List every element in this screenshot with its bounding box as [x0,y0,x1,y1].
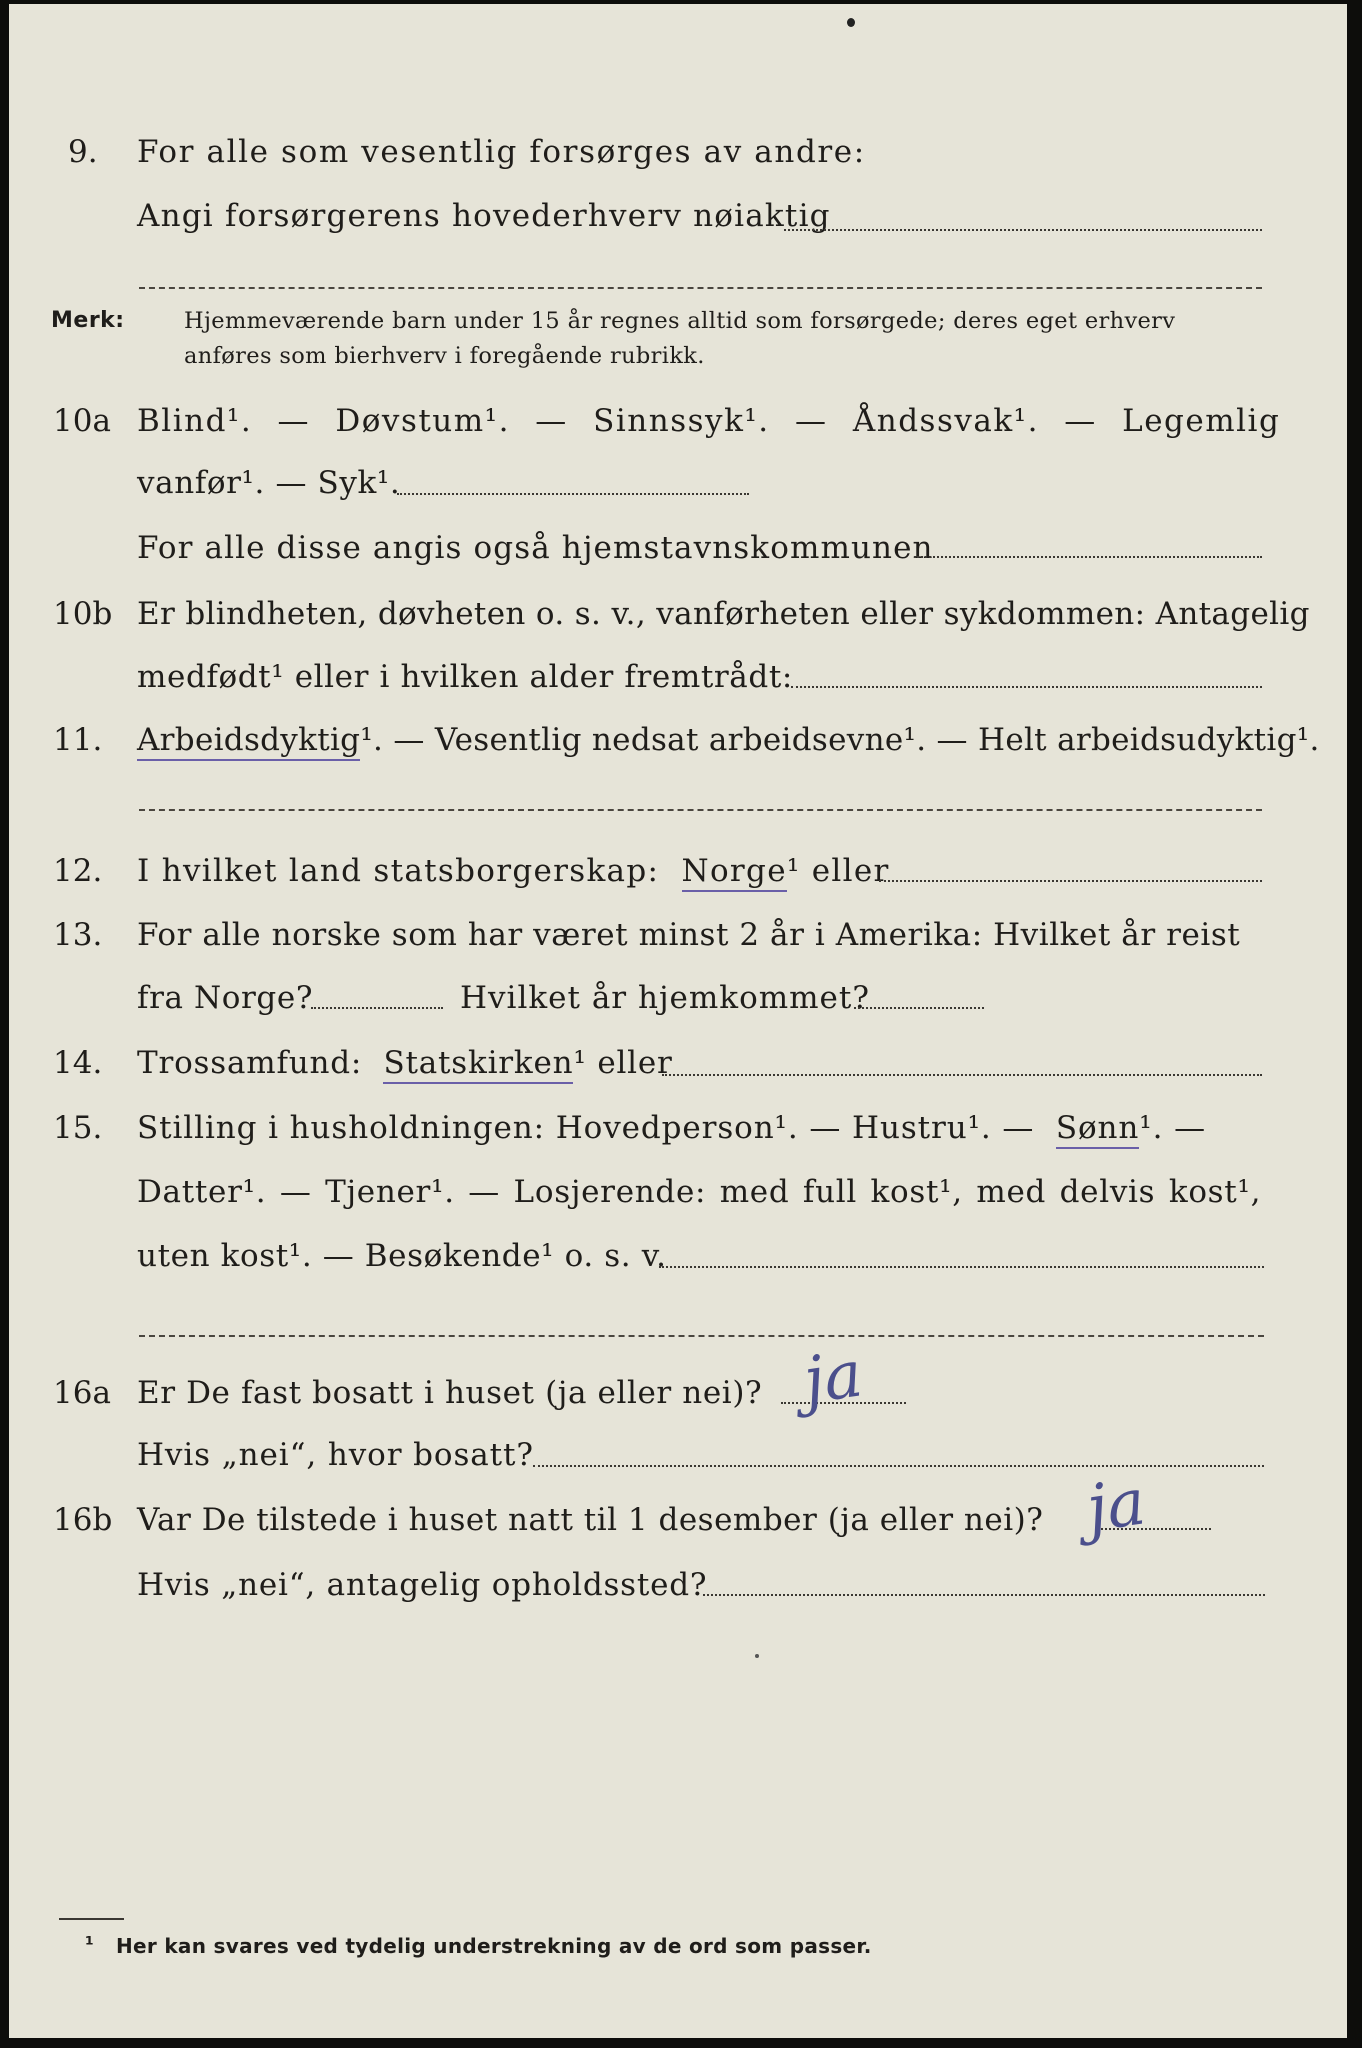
q16a-line2: Hvis „nei“, hvor bosatt? [137,1437,534,1473]
q11-arbeidsdyktig-underlined: Arbeidsdyktig [137,722,360,761]
q13-line2a: fra Norge? [137,980,314,1016]
census-form-page [9,4,1347,2038]
q14-answer-line [662,1074,1262,1076]
q12-line [137,853,890,889]
q12-text: I hvilket land statsborgerskap: [137,853,660,889]
q16a-number: 16a [53,1375,111,1411]
q9-answer-line [784,229,1262,231]
q10a-line3: For alle disse angis også hjemstavnskommunen [137,530,934,566]
separator-3 [139,1335,1264,1337]
q15-line1a: Stilling i husholdningen: Hovedperson¹. — Hustru¹. — [137,1110,1035,1146]
q14-text: Trossamfund: [137,1045,363,1081]
q13-line1: For alle norske som har været minst 2 år i Amerika: Hvilket år reist [137,917,1241,953]
q9-number: 9. [68,134,98,170]
q12-answer-line [879,880,1262,882]
q10b-number: 10b [53,596,113,632]
q13-number: 13. [53,917,103,953]
q13-line2b: Hvilket år hjemkommet? [460,980,870,1016]
ink-mark [847,18,855,27]
q16b-opholdssted-line [703,1594,1265,1596]
q16a-handwritten-answer: ja [799,1337,867,1419]
footnote-rule [59,1918,124,1920]
q11-line [137,722,1320,758]
q15-answer-line [659,1266,1264,1268]
q9-line2: Angi forsørgerens hovederhverv nøiaktig [137,198,831,234]
q10a-syk-line [397,493,749,495]
q14-number: 14. [53,1045,103,1081]
q11-number: 11. [53,722,103,758]
separator-1 [139,287,1262,289]
q13-reist-line [311,1007,443,1009]
q10a-number: 10a [53,403,111,439]
q12-norge-underlined: Norge [682,853,787,892]
ink-dot [755,1654,759,1658]
separator-2 [139,809,1262,811]
q10b-line1: Er blindheten, døvheten o. s. v., vanførheten eller sykdommen: Antagelig [137,596,1310,632]
q15-sonn-underlined: Sønn [1056,1110,1139,1149]
q16a-line1: Er De fast bosatt i huset (ja eller nei)? [137,1375,763,1411]
q13-hjemkommet-line [854,1007,984,1009]
footnote-text: Her kan svares ved tydelig understrekning av de ord som passer. [116,1934,872,1958]
q11-rest: ¹. — Vesentlig nedsat arbeidsevne¹. — Helt arbeidsudyktig¹. [360,722,1320,758]
footnote-mark: ¹ [85,1932,95,1956]
q9-line1: For alle som vesentlig forsørges av andre: [137,134,866,170]
q16b-line1: Var De tilstede i huset natt til 1 desember (ja eller nei)? [137,1502,1044,1538]
q15-number: 15. [53,1110,103,1146]
q14-rest: ¹ eller [573,1045,673,1081]
merk-label: Merk: [51,308,125,333]
q12-rest: ¹ eller [786,853,890,889]
q15-line2: Datter¹. — Tjener¹. — Losjerende: med full kost¹, med delvis kost¹, [137,1174,1262,1210]
q10a-kommune-line [914,556,1262,558]
q16b-handwritten-answer: ja [1082,1465,1150,1547]
q12-number: 12. [53,853,103,889]
q14-line [137,1045,673,1081]
q15-line1 [137,1110,1206,1146]
q15-line1b: ¹. — [1139,1110,1207,1146]
q16b-line2: Hvis „nei“, antagelig opholdssted? [137,1567,708,1603]
merk-line2: anføres som bierhverv i foregående rubrikk. [184,343,705,369]
merk-line1: Hjemmeværende barn under 15 år regnes alltid som forsørgede; deres eget erhverv [184,308,1176,334]
q10b-line2: medfødt¹ eller i hvilken alder fremtrådt: [137,659,793,695]
q15-line3: uten kost¹. — Besøkende¹ o. s. v. [137,1238,667,1274]
q10a-line2: vanfør¹. — Syk¹. [137,465,401,501]
q10b-answer-line [791,686,1262,688]
q16a-bosatt-line [533,1465,1264,1467]
q14-statskirken-underlined: Statskirken [383,1045,573,1084]
q16b-number: 16b [53,1502,113,1538]
q10a-line1: Blind¹. — Døvstum¹. — Sinnssyk¹. — Åndssvak¹. — Legemlig [137,403,1281,439]
